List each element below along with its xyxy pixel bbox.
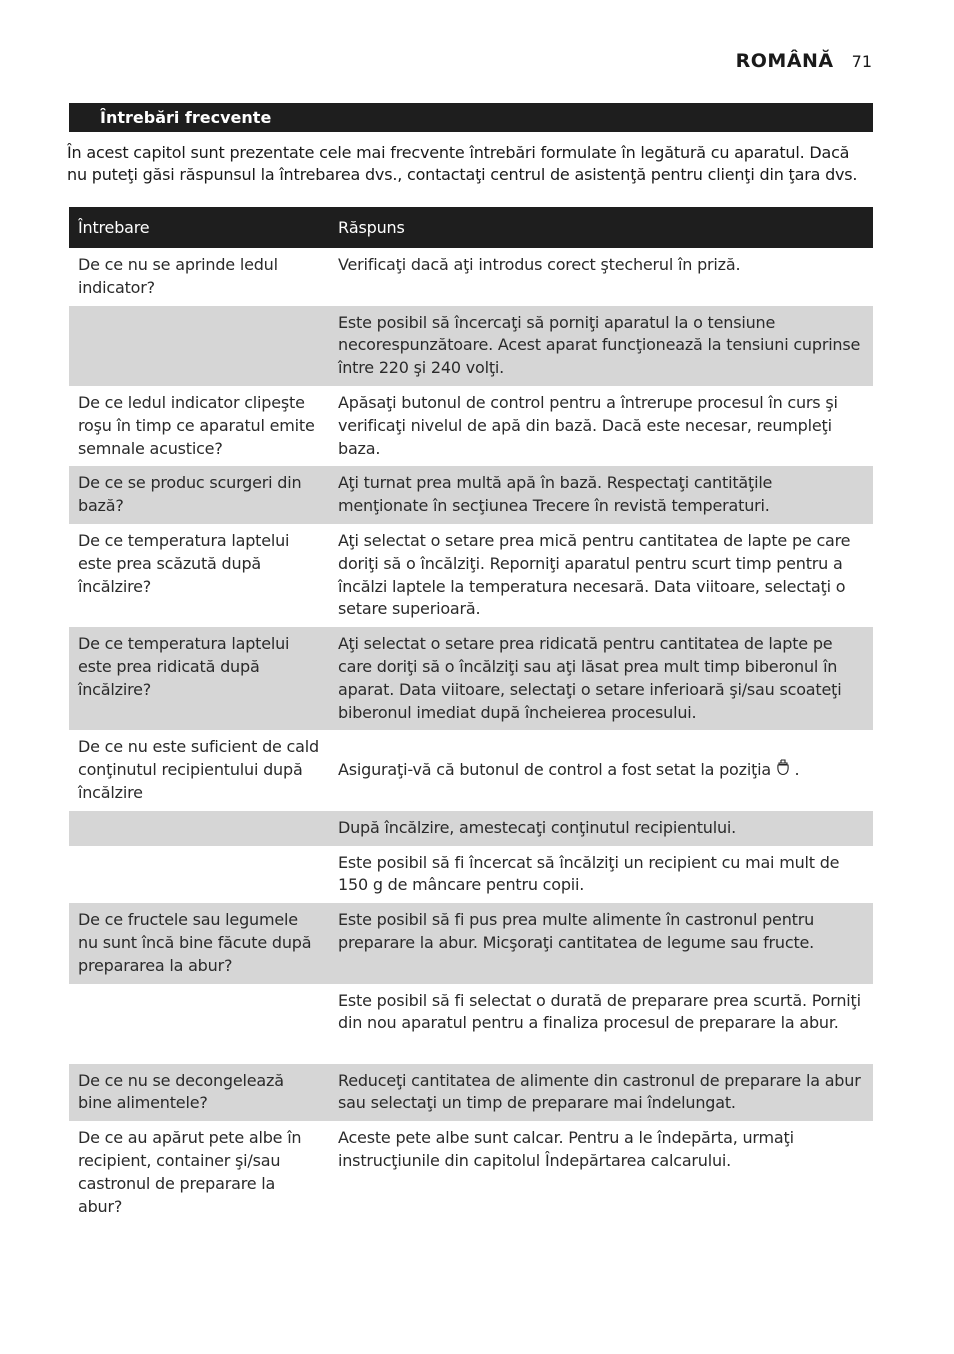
table-row <box>69 811 873 846</box>
question-cell: De ce nu se decongelează bine alimentele? <box>69 1064 329 1122</box>
intro-paragraph: În acest capitol sunt prezentate cele mai frecvente întrebări formulate în legătură cu aparatul. Dacă nu puteţi găsi răspunsul la întrebarea dvs., contactaţi centrul de asistenţă pentru clienţi din ţara dvs. <box>67 143 858 184</box>
question-cell: De ce nu se aprinde ledul indicator? <box>78 255 278 297</box>
answer-cell: Este posibil să fi încercat să încălziţi un recipient cu mai mult de 150 g de mâncare pentru copii. <box>338 852 840 895</box>
question-cell <box>69 984 329 1064</box>
answer-cell: Este posibil să fi selectat o durată de preparare prea scurtă. Porniţi din nou aparatul pentru a finaliza procesul de preparare la abur. <box>338 990 861 1033</box>
answer-text: Asiguraţi-vă că butonul de control a fost setat la poziţia <box>338 760 771 780</box>
question-cell <box>69 811 329 846</box>
table-row <box>69 466 873 524</box>
table-row <box>69 1064 873 1122</box>
table-row <box>69 306 873 386</box>
table-row <box>69 903 873 983</box>
faq-table <box>69 207 873 1224</box>
answer-cell: Este posibil să fi pus prea multe alimente în castronul pentru preparare la abur. Micşoraţi cantitatea de legume sau fructe. <box>329 903 873 983</box>
table-row <box>69 627 873 730</box>
question-cell <box>69 846 329 904</box>
question-cell: De ce au apărut pete albe în recipient, container şi/sau castronul de preparare la abur? <box>78 1128 302 1216</box>
question-cell: De ce fructele sau legumele nu sunt încă bine făcute după prepararea la abur? <box>69 903 329 983</box>
column-header-question: Întrebare <box>69 207 329 248</box>
table-row <box>69 846 873 904</box>
table-row <box>69 984 873 1064</box>
answer-cell: Aceste pete albe sunt calcar. Pentru a le îndepărta, urmaţi instrucţiunile din capitolul Îndepărtarea calcarului. <box>338 1128 794 1170</box>
page-number: 71 <box>851 51 872 71</box>
question-cell <box>69 306 329 386</box>
table-row <box>69 386 873 466</box>
answer-cell: Aţi selectat o setare prea ridicată pentru cantitatea de lapte pe care doriţi să o încălziţi sau aţi lăsat prea mult timp biberonul în aparat. Data viitoare, selectaţi o setare inferioară şi/sau scoateţi biberonul imediat după încheierea procesului. <box>329 627 873 730</box>
question-cell: De ce ledul indicator clipeşte roşu în timp ce aparatul emite semnale acustice? <box>78 392 315 458</box>
baby-food-jar-icon <box>776 761 795 779</box>
page-header <box>736 46 872 76</box>
table-row <box>69 248 873 306</box>
question-cell: De ce temperatura laptelui este prea ridicată după încălzire? <box>69 627 329 730</box>
answer-cell: Reduceţi cantitatea de alimente din castronul de preparare la abur sau selectaţi un timp de preparare mai îndelungat. <box>329 1064 873 1122</box>
answer-cell: Verificaţi dacă aţi introdus corect ştecherul în priză. <box>338 255 741 274</box>
answer-cell <box>329 730 873 810</box>
question-cell: De ce temperatura laptelui este prea scăzută după încălzire? <box>78 530 290 596</box>
answer-cell: Apăsaţi butonul de control pentru a întrerupe procesul în curs şi verificaţi nivelul de apă din bază. Dacă este necesar, reumpleţi baza. <box>338 392 838 458</box>
section-title: Întrebări frecvente <box>100 108 272 127</box>
answer-cell: După încălzire, amestecaţi conţinutul recipientului. <box>329 811 873 846</box>
question-cell: De ce se produc scurgeri din bază? <box>69 466 329 524</box>
column-header-answer: Răspuns <box>329 207 873 248</box>
question-cell: De ce nu este suficient de cald conţinutul recipientului după încălzire <box>78 737 319 802</box>
section-title-bar <box>69 103 873 132</box>
table-row <box>69 730 873 810</box>
table-row <box>69 524 873 627</box>
answer-cell: Aţi selectat o setare prea mică pentru cantitatea de lapte pe care doriţi să o încălziţi. Reporniţi aparatul pentru scurt timp pentru a încălzi laptele la temperatura necesară. Data viitoare, selectaţi o setare superioară. <box>338 530 851 619</box>
answer-suffix: . <box>794 760 800 780</box>
table-row <box>69 1121 873 1224</box>
answer-cell: Aţi turnat prea multă apă în bază. Respectaţi cantităţile menţionate în secţiunea Trecere în revistă temperaturi. <box>329 466 873 524</box>
language-label: ROMÂNĂ <box>735 50 834 72</box>
answer-cell: Este posibil să încercaţi să porniţi aparatul la o tensiune necorespunzătoare. Acest aparat funcţionează la tensiuni cuprinse între 220 şi 240 volţi. <box>329 306 873 386</box>
faq-header-row <box>69 207 873 248</box>
